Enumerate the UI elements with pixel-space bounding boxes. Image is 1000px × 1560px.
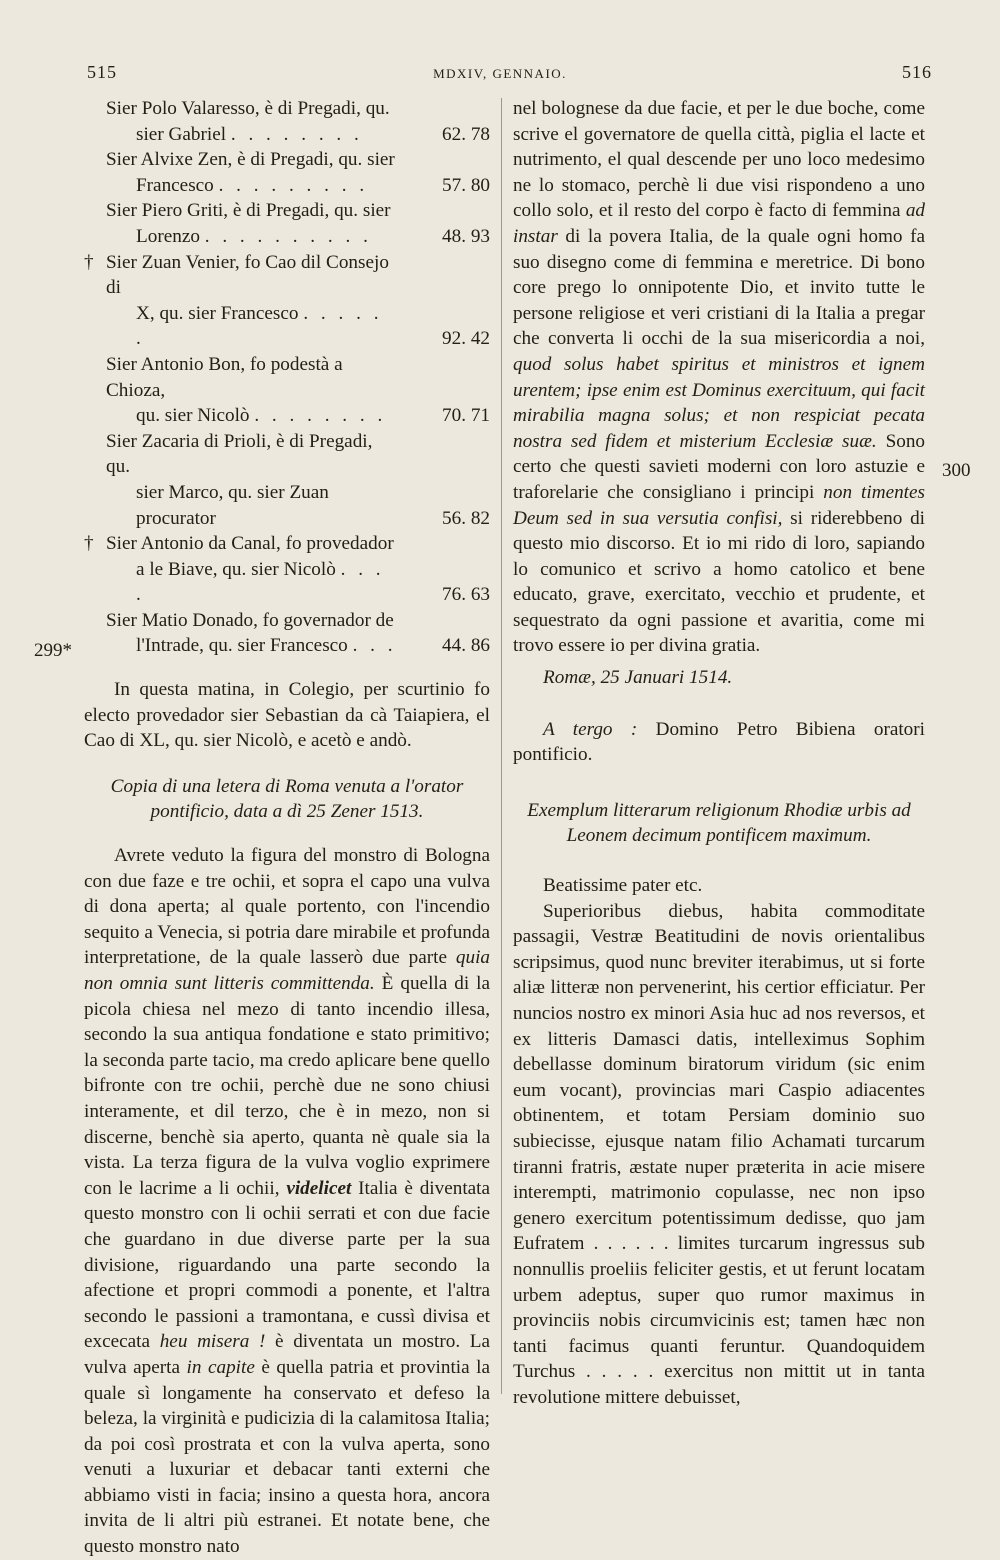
dagger-mark: † bbox=[84, 533, 94, 555]
election-entry bbox=[84, 250, 490, 352]
letter-text: È quella di la picola chiesa nel mezo di tanto incendio illesa, secondo la sua antiqua fondatione e stato primitivo; la seconda parte tacio, ma credo aplicare bene quello bifronte con tre ochii, perchè due ne sono chiusi interamente, et dil terzo, che è in mezo, non si discerne, benchè sia aperto, quanta nè quale sia la vista. La terza figura de la vulva voglio exprimere con le lacrime a li ochii, bbox=[84, 973, 490, 1199]
letter-text: è quella patria et provintia la quale sì longamente ha conservato et defeso la beleza, la virginità e pudicizia di la calamitosa Italia; da poi così prostrata et con la vulva aperta, sono venuti a luxuriar et debacar tanti externi che abbiamo visti in facia; insino a questa hora, ancora invita de li altri più estranei. Et notate bene, che questo monstro nato bbox=[84, 1356, 490, 1558]
page-header bbox=[0, 0, 1000, 90]
latin-phrase: videlicet bbox=[286, 1177, 352, 1199]
entry-votes: 76. 63 bbox=[442, 584, 490, 606]
entry-name: Sier Zuan Venier, fo Cao dil Consejo di bbox=[106, 251, 389, 299]
colegio-paragraph: In questa matina, in Colegio, per scurtinio fo electo provedador sier Sebastian da cà Taiapiera, el Cao di XL, qu. sier Nicolò, e acetò e andò. bbox=[84, 679, 490, 752]
leader-dots: . . . . bbox=[136, 558, 385, 606]
leader-dots: . . . . . . . . bbox=[230, 123, 363, 145]
entry-name: Sier Matio Donado, fo governador de bbox=[106, 609, 394, 631]
election-entry bbox=[84, 352, 490, 429]
election-entry bbox=[84, 147, 490, 198]
a-tergo-text: Domino Petro Bibiena oratori pontificio. bbox=[513, 718, 925, 766]
entry-continuation: sier Gabriel bbox=[136, 123, 227, 145]
letter-text: è diventata un mostro. La vulva aperta bbox=[84, 1331, 491, 1378]
leader-dots: . . . bbox=[352, 635, 397, 657]
leader-dots: . . . . . . . . . . bbox=[204, 225, 372, 247]
leader-dots: . . . . . . bbox=[136, 302, 383, 350]
latin-quote: non timentes Deum sed in sua versutia confisi, bbox=[513, 481, 925, 529]
leader-dots: . . . . . . . . bbox=[254, 405, 387, 427]
column-divider bbox=[501, 98, 502, 1394]
latin-phrase: quia non omnia sunt litteris committenda. bbox=[84, 947, 491, 994]
entry-name: Sier Alvixe Zen, è di Pregadi, qu. sier bbox=[106, 149, 395, 171]
entry-continuation: l'Intrade, qu. sier Francesco bbox=[136, 635, 348, 657]
running-title: MDXIV, GENNAIO. bbox=[433, 66, 567, 81]
letter-body bbox=[84, 843, 490, 1560]
latin-quote: quod solus habet spiritus et ministros et ignem urentem; ipse enim est Dominus exercituum, qui facit mirabilia magna solus; et non respiciat pecata nostra sed fidem et misterium Ecclesiæ suæ. bbox=[513, 353, 925, 452]
dagger-mark: † bbox=[84, 251, 94, 273]
letter-text: di la povera Italia, de la quale ogni homo fa suo disegno come di femmina e meretrice. Di bono core prego lo onnipotente Dio, et invito tutte le persone religiose et veri cristiani di la Italia a pregar che converta li occhi de la sua misericordia a noi, bbox=[513, 225, 925, 350]
right-column bbox=[513, 96, 925, 1411]
election-entry bbox=[84, 96, 490, 147]
election-entry bbox=[84, 429, 490, 531]
left-column bbox=[84, 96, 490, 1560]
exemplum-heading: Exemplum litterarum religionum Rhodiæ urbis ad Leonem decimum pontificem maximum. bbox=[527, 799, 911, 847]
entry-votes: 44. 86 bbox=[442, 635, 490, 657]
latin-letter-body: Superioribus diebus, habita commoditate passagii, Vestræ Beatitudini de novis orientalibus scripsimus, quod nunc breviter iterabimus, ut si forte aliæ litteræ non pervenerint, his certior efficiatur. Per nuncios nostro ex minori Asia huc ad nos reversos, et ex litteris Damasci datis, intelleximus Sophim debellasse dominum biratorum viridum (sic enim eum vocant), provincias mari Caspio adiacentes obtinentem, et totam Persiam dominio suo subiecisse, ejusque natam filio Achamati turcarum tiranni fratris, æstate nuper præterita in acie misere interempti, matrimonio copulasse, nec non ipso genero exercitum potentissimum dedisse, quo jam Eufratem . . . . . . limites turcarum ingressus sub nonnullis proeliis feliciter gestis, et ut ferunt locatam urbem adeptus, super quo rumor maximus in provinciis nobis circumvicinis est; tamen hæc non tanti facimus quanti feruntur. Quandoquidem Turchus . . . . . exercitus non mittit ut in tanta revolutione mittere debuisset, bbox=[513, 900, 925, 1408]
a-tergo-label: A tergo : bbox=[543, 718, 638, 740]
page-number-right: 516 bbox=[902, 62, 932, 82]
leader-dots: . . . . . . . . . bbox=[218, 174, 369, 196]
entry-votes: 92. 42 bbox=[442, 328, 490, 350]
page-number-left: 515 bbox=[87, 62, 117, 82]
entry-votes: 57. 80 bbox=[442, 174, 490, 196]
margin-number-right: 300 bbox=[942, 460, 971, 481]
letter-text: Avrete veduto la figura del monstro di Bologna con due faze e tre ochii, et sopra el capo una vulva di dona aperta; al quale portento, con l'incendio sequito a Venecia, si potria dare mirabile et profunda interpretatione, de la quale lasserò due parte bbox=[84, 845, 490, 969]
letter-date: Romæ, 25 Januari 1514. bbox=[543, 667, 733, 689]
a-tergo-address bbox=[513, 717, 925, 768]
entry-name: Sier Antonio Bon, fo podestà a Chioza, bbox=[106, 353, 343, 401]
latin-phrase: ad instar bbox=[513, 200, 925, 247]
entry-name: Sier Zacaria di Prioli, è di Pregadi, qu. bbox=[106, 430, 373, 478]
letter-text: Italia è diventata questo monstro con li ochii serrati et con due facie che guardano in due diverse parte per la sua divisione, riguardando una parte secondo la afectione et propri commodi a ponente, et l'altra secondo le passioni a tramontana, e cussì divisa et excecata bbox=[84, 1177, 491, 1353]
letter-continuation bbox=[513, 96, 925, 659]
election-entry bbox=[84, 531, 490, 608]
entry-name: Sier Antonio da Canal, fo provedador bbox=[106, 533, 394, 555]
election-entry bbox=[84, 198, 490, 249]
entry-continuation: qu. sier Nicolò bbox=[136, 405, 250, 427]
salutation: Beatissime pater etc. bbox=[543, 875, 703, 897]
entry-continuation: Francesco bbox=[136, 174, 214, 196]
latin-phrase: heu misera ! bbox=[159, 1331, 266, 1353]
entry-name: Sier Piero Griti, è di Pregadi, qu. sier bbox=[106, 200, 391, 222]
latin-phrase: in capite bbox=[186, 1356, 255, 1378]
entry-name: Sier Polo Valaresso, è di Pregadi, qu. bbox=[106, 98, 390, 119]
election-list bbox=[84, 96, 490, 659]
letter-text: si riderebbeno di questo mio discorso. Et io mi rido di loro, sapiando lo comunico et scrivo a homo catolico et bene educato, grave, exercitato, vecchio et prudente, et sequestrato da ogni passione et avaritia, come mi trovo essere io per divina gratia. bbox=[513, 507, 925, 657]
entry-votes: 62. 78 bbox=[442, 123, 490, 145]
letter-text: Sono certo che questi savieti moderni con loro astuzie e traforelarie che consigliano i principi bbox=[513, 430, 926, 503]
entry-votes: 70. 71 bbox=[442, 405, 490, 427]
letter-heading: Copia di una letera di Roma venuta a l'orator pontificio, data a dì 25 Zener 1513. bbox=[110, 775, 464, 823]
entry-continuation: sier Marco, qu. sier Zuan procurator bbox=[136, 481, 329, 529]
entry-votes: 56. 82 bbox=[442, 507, 490, 529]
letter-text: nel bolognese da due facie, et per le due boche, come scrive el governatore de quella città, piglia el lacte et nutrimento, el qual descende per uno loco medesimo ne lo stomaco, perchè li due visi rispondeno a uno collo solo, et il resto del corpo è facto di femmina bbox=[513, 98, 925, 222]
entry-continuation: X, qu. sier Francesco bbox=[136, 302, 299, 324]
entry-continuation: Lorenzo bbox=[136, 225, 200, 247]
entry-continuation: a le Biave, qu. sier Nicolò bbox=[136, 558, 336, 580]
election-entry bbox=[84, 608, 490, 659]
margin-number-left: 299* bbox=[34, 640, 72, 661]
entry-votes: 48. 93 bbox=[442, 225, 490, 247]
